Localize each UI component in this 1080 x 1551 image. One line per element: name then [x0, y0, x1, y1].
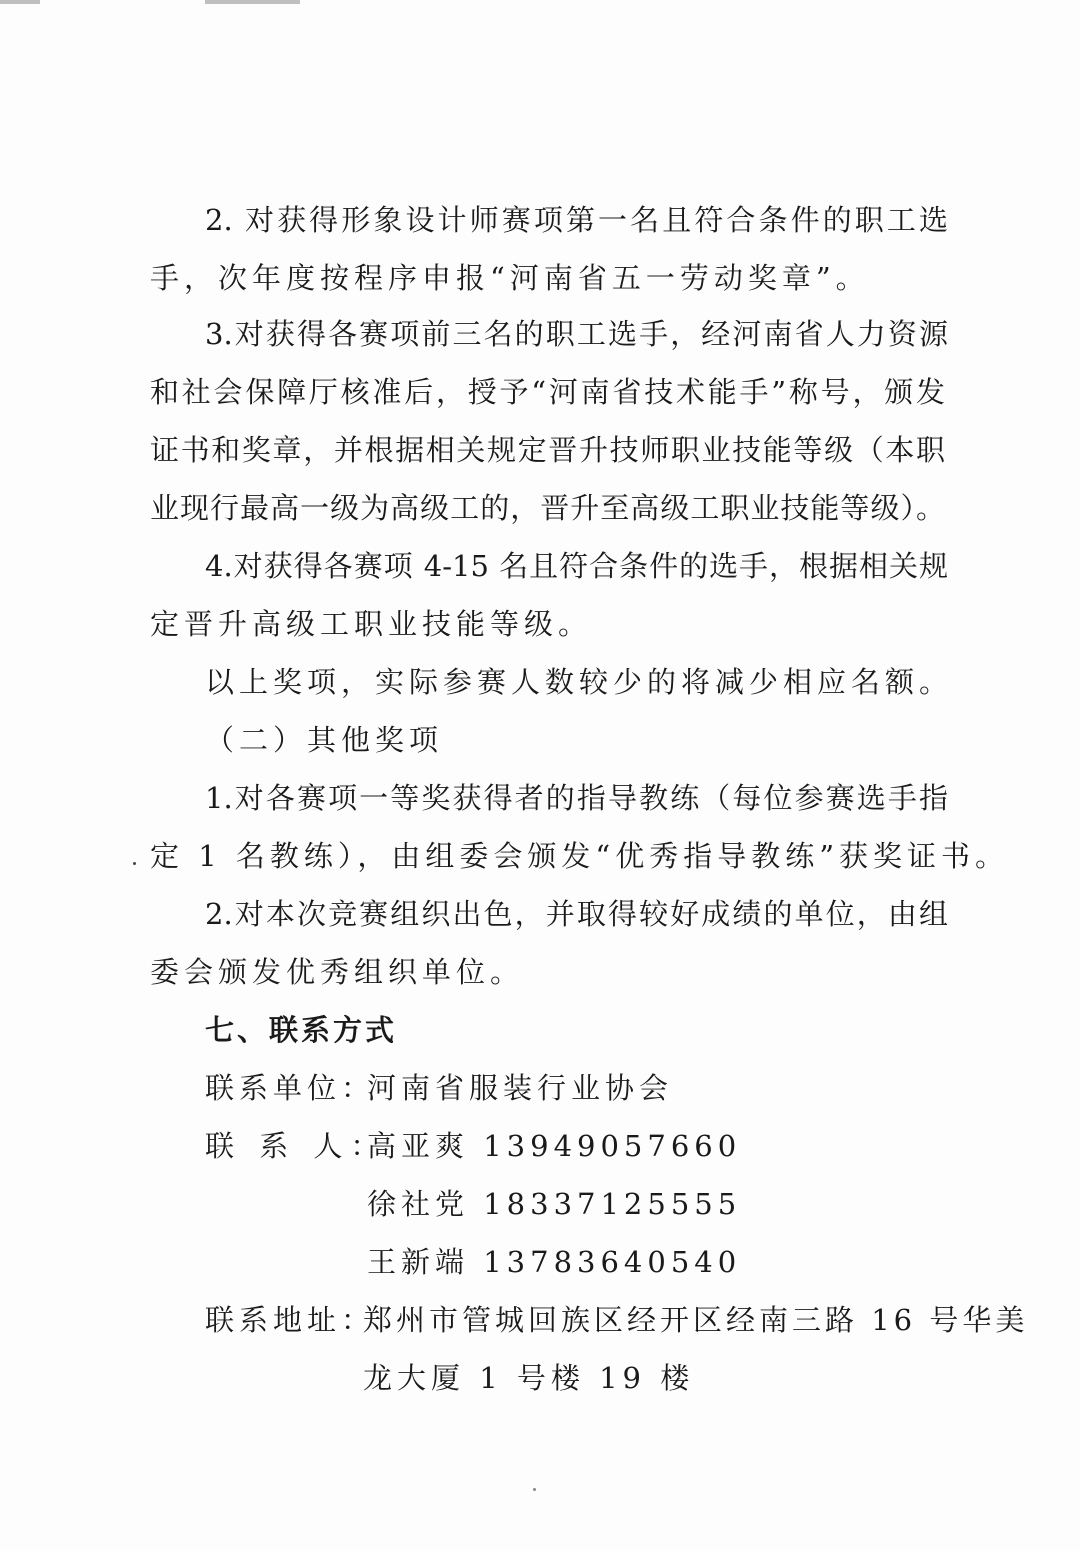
scan-speck — [533, 1488, 536, 1491]
scan-speck — [133, 862, 136, 865]
contact-address-line: 龙大厦 1 号楼 19 楼 — [363, 1361, 695, 1395]
paragraph-line: 证书和奖章，并根据相关规定晋升技师职业技能等级（本职 — [150, 433, 945, 467]
scan-edge-mark — [205, 0, 300, 4]
contact-address-line: 郑州市管城回族区经开区经南三路 16 号华美 — [363, 1303, 1029, 1337]
paragraph-line: 2.对本次竞赛组织出色，并取得较好成绩的单位，由组 — [205, 897, 948, 931]
contact-person: 高亚爽 13949057660 — [367, 1129, 742, 1163]
contact-person-label: 联 系 人： — [205, 1129, 388, 1163]
paragraph-line: 和社会保障厅核准后，授予“河南省技术能手”称号，颁发 — [150, 375, 945, 409]
paragraph-line: 以上奖项，实际参赛人数较少的将减少相应名额。 — [205, 665, 954, 699]
contact-unit-value: 河南省服装行业协会 — [367, 1071, 674, 1105]
subsection-heading: （二）其他奖项 — [205, 723, 444, 757]
paragraph-line: 1.对各赛项一等奖获得者的指导教练（每位参赛选手指 — [205, 781, 948, 815]
scan-edge-mark — [0, 0, 40, 4]
contact-address-label: 联系地址： — [205, 1303, 376, 1337]
paragraph-line: 4.对获得各赛项 4-15 名且符合条件的选手，根据相关规 — [205, 549, 948, 583]
paragraph-line: 3.对获得各赛项前三名的职工选手，经河南省人力资源 — [205, 317, 948, 351]
paragraph-line: 定 1 名教练），由组委会颁发“优秀指导教练”获奖证书。 — [150, 839, 1010, 873]
contact-person: 徐社党 18337125555 — [367, 1187, 742, 1221]
paragraph-line: 委会颁发优秀组织单位。 — [150, 955, 525, 989]
contact-person: 王新端 13783640540 — [367, 1245, 742, 1279]
section-heading: 七、联系方式 — [205, 1013, 398, 1047]
paragraph-line: 定晋升高级工职业技能等级。 — [150, 607, 593, 641]
paragraph-line: 手，次年度按程序申报“河南省五一劳动奖章”。 — [150, 261, 870, 295]
paragraph-line: 2. 对获得形象设计师赛项第一名且符合条件的职工选 — [205, 203, 948, 237]
paragraph-line: 业现行最高一级为高级工的，晋升至高级工职业技能等级）。 — [150, 491, 945, 525]
contact-unit-label: 联系单位： — [205, 1071, 376, 1105]
